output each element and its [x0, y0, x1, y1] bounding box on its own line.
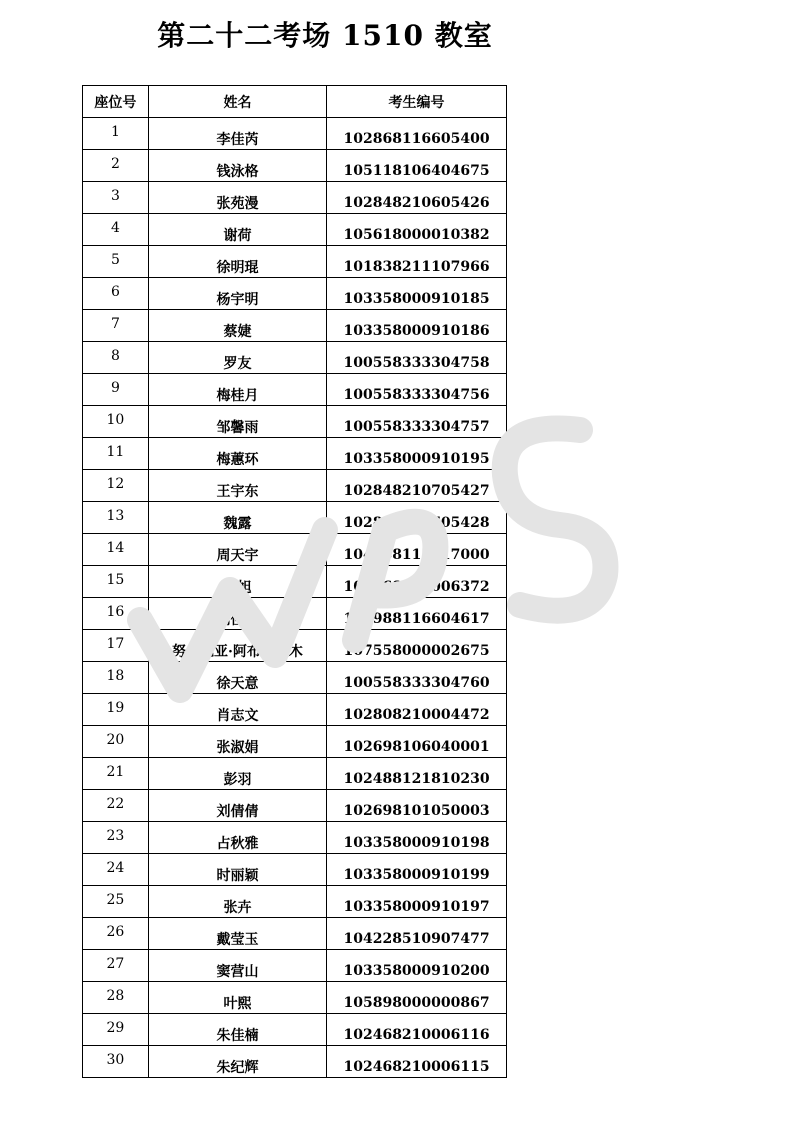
- student-name-cell: [148, 726, 326, 758]
- seat-number-cell: [83, 182, 149, 214]
- seat-number-cell: [83, 630, 149, 662]
- seat-number-cell: [83, 406, 149, 438]
- seat-number-cell: [83, 950, 149, 982]
- seat-number-cell: [83, 694, 149, 726]
- student-name: 李佳芮: [216, 131, 259, 148]
- exam-id: 107558000002675: [343, 642, 490, 659]
- seat-number: 1: [110, 124, 120, 140]
- exam-id: 103358000910195: [343, 450, 490, 467]
- student-name: 周天宇: [216, 547, 259, 564]
- exam-id-cell: [327, 310, 507, 342]
- table-row: [83, 406, 507, 438]
- student-name: 张淑娟: [216, 739, 259, 756]
- table-row: [83, 118, 507, 150]
- seat-number-cell: [83, 982, 149, 1014]
- student-name: 罗友: [223, 355, 252, 372]
- student-name: 肖志文: [216, 707, 259, 724]
- seat-number-cell: [83, 886, 149, 918]
- student-name-cell: [148, 1046, 326, 1078]
- exam-id: 106988116604617: [343, 610, 490, 627]
- student-name-cell: [148, 438, 326, 470]
- table-row: [83, 790, 507, 822]
- exam-id-cell: [327, 214, 507, 246]
- exam-id-cell: [327, 246, 507, 278]
- table-row: [83, 534, 507, 566]
- student-name: 刘倩倩: [216, 803, 259, 820]
- student-name: 占秋雅: [216, 835, 259, 852]
- student-name-cell: [148, 374, 326, 406]
- exam-id: 100558333304760: [343, 674, 490, 691]
- student-name: 邹馨雨: [216, 419, 259, 436]
- student-name: 蔡婕: [223, 323, 252, 340]
- table-row: [83, 982, 507, 1014]
- table-row: [83, 1046, 507, 1078]
- student-name: 时丽颖: [216, 867, 259, 884]
- student-name: 张苑漫: [216, 195, 259, 212]
- seat-number-cell: [83, 1046, 149, 1078]
- table-header-row: [83, 86, 507, 118]
- exam-id: 104228510907477: [343, 930, 490, 947]
- seat-number: 12: [106, 476, 125, 492]
- student-name-cell: [148, 886, 326, 918]
- exam-id: 103358000910199: [343, 866, 490, 883]
- table-row: [83, 150, 507, 182]
- exam-id: 102848210605426: [343, 194, 490, 211]
- student-name-cell: [148, 118, 326, 150]
- table-row: [83, 246, 507, 278]
- seat-number: 23: [106, 828, 125, 844]
- student-name: 伦旭: [223, 579, 252, 596]
- table-row: [83, 662, 507, 694]
- student-name-cell: [148, 790, 326, 822]
- seat-number-cell: [83, 758, 149, 790]
- exam-id: 103358000910197: [343, 898, 490, 915]
- seat-number-cell: [83, 598, 149, 630]
- exam-id: 103358000910186: [343, 322, 490, 339]
- seat-number: 16: [106, 604, 125, 620]
- student-name-cell: [148, 214, 326, 246]
- table-row: [83, 182, 507, 214]
- student-name-cell: [148, 1014, 326, 1046]
- student-name-cell: [148, 278, 326, 310]
- table-row: [83, 886, 507, 918]
- seat-number-cell: [83, 374, 149, 406]
- exam-id-cell: [327, 790, 507, 822]
- table-row: [83, 470, 507, 502]
- exam-id-cell: [327, 1046, 507, 1078]
- table-row: [83, 214, 507, 246]
- seat-number-cell: [83, 1014, 149, 1046]
- exam-id: 105898000000867: [343, 994, 490, 1011]
- header-seat: 座位号: [83, 86, 149, 118]
- student-name-cell: [148, 918, 326, 950]
- exam-id-cell: [327, 342, 507, 374]
- exam-id-cell: [327, 150, 507, 182]
- student-name-cell: [148, 662, 326, 694]
- seat-number: 20: [106, 732, 125, 748]
- table-row: [83, 1014, 507, 1046]
- exam-id: 102488121810230: [343, 770, 490, 787]
- student-name: 戴莹玉: [216, 931, 259, 948]
- student-name: 杨宇明: [216, 291, 259, 308]
- table-row: [83, 310, 507, 342]
- exam-id: 103358000910200: [343, 962, 490, 979]
- seat-number-cell: [83, 310, 149, 342]
- table-row: [83, 694, 507, 726]
- exam-id-cell: [327, 406, 507, 438]
- student-name-cell: [148, 406, 326, 438]
- exam-id-cell: [327, 438, 507, 470]
- exam-id-cell: [327, 470, 507, 502]
- student-name-cell: [148, 534, 326, 566]
- exam-id-cell: [327, 982, 507, 1014]
- exam-id: 100558333304757: [343, 418, 490, 435]
- student-name-cell: [148, 470, 326, 502]
- seat-number: 3: [110, 188, 120, 204]
- exam-id: 100558333304756: [343, 386, 490, 403]
- student-name: 朱佳楠: [216, 1027, 259, 1044]
- table-row: [83, 822, 507, 854]
- student-name-cell: [148, 694, 326, 726]
- exam-id: 102868116605400: [343, 130, 490, 147]
- student-name: 魏露: [223, 515, 252, 532]
- seat-number-cell: [83, 438, 149, 470]
- seat-number: 6: [110, 284, 120, 300]
- seat-number-cell: [83, 854, 149, 886]
- seat-number: 2: [110, 156, 120, 172]
- seat-number-cell: [83, 342, 149, 374]
- seat-number: 28: [106, 988, 125, 1004]
- seat-number: 24: [106, 860, 125, 876]
- student-name: 刘佳敏: [216, 611, 259, 628]
- exam-id: 101838211107966: [343, 258, 490, 275]
- exam-id: 102468210006116: [343, 1026, 490, 1043]
- table-row: [83, 630, 507, 662]
- seat-number-cell: [83, 822, 149, 854]
- exam-id-cell: [327, 630, 507, 662]
- seat-number: 29: [106, 1020, 125, 1036]
- seat-number-cell: [83, 246, 149, 278]
- seat-number-cell: [83, 918, 149, 950]
- seat-number: 21: [106, 764, 125, 780]
- student-name: 梅蕙环: [216, 451, 259, 468]
- seat-number-cell: [83, 790, 149, 822]
- seat-number: 10: [106, 412, 125, 428]
- exam-id-cell: [327, 886, 507, 918]
- student-name-cell: [148, 342, 326, 374]
- student-name-cell: [148, 502, 326, 534]
- exam-id: 102848210705427: [343, 482, 490, 499]
- exam-id: 105618000010382: [343, 226, 490, 243]
- seat-number: 26: [106, 924, 125, 940]
- table-row: [83, 854, 507, 886]
- exam-id: 102848210705428: [343, 514, 490, 531]
- seat-table: [82, 85, 507, 1078]
- table-row: [83, 566, 507, 598]
- exam-id-cell: [327, 822, 507, 854]
- seat-number: 13: [106, 508, 125, 524]
- exam-id: 104868117017000: [343, 546, 490, 563]
- student-name: 徐天意: [216, 675, 259, 692]
- exam-id: 102808210004472: [343, 706, 490, 723]
- seat-number: 14: [106, 540, 125, 556]
- student-name-cell: [148, 950, 326, 982]
- seat-number-cell: [83, 726, 149, 758]
- student-name-cell: [148, 246, 326, 278]
- seat-number: 5: [110, 252, 120, 268]
- seat-number: 25: [106, 892, 125, 908]
- exam-id: 103358000910198: [343, 834, 490, 851]
- table-row: [83, 758, 507, 790]
- student-name: 张卉: [223, 899, 252, 916]
- seat-number-cell: [83, 278, 149, 310]
- seat-number-cell: [83, 214, 149, 246]
- exam-id: 103358000910185: [343, 290, 490, 307]
- exam-id-cell: [327, 694, 507, 726]
- table-row: [83, 438, 507, 470]
- seat-number: 22: [106, 796, 125, 812]
- table-row: [83, 918, 507, 950]
- seat-number: 27: [106, 956, 125, 972]
- exam-id-cell: [327, 118, 507, 150]
- exam-id-cell: [327, 918, 507, 950]
- seat-number-cell: [83, 534, 149, 566]
- student-name: 窦营山: [216, 963, 259, 980]
- exam-id-cell: [327, 534, 507, 566]
- student-name: 彭羽: [223, 771, 252, 788]
- exam-id-cell: [327, 502, 507, 534]
- table-row: [83, 598, 507, 630]
- exam-id: 102468210006115: [343, 1058, 490, 1075]
- exam-id: 100558333304758: [343, 354, 490, 371]
- student-name-cell: [148, 822, 326, 854]
- exam-id-cell: [327, 758, 507, 790]
- table-row: [83, 950, 507, 982]
- exam-id: 102698106040001: [343, 738, 490, 755]
- seat-number-cell: [83, 502, 149, 534]
- table-row: [83, 726, 507, 758]
- student-name: 叶熙: [223, 995, 252, 1012]
- student-name-cell: [148, 758, 326, 790]
- student-name-cell: [148, 182, 326, 214]
- student-name: 朱纪辉: [216, 1059, 259, 1076]
- student-name: 钱泳格: [216, 163, 259, 180]
- header-exam-id: 考生编号: [327, 86, 507, 118]
- exam-id-cell: [327, 1014, 507, 1046]
- seat-number-cell: [83, 566, 149, 598]
- header-name: 姓名: [148, 86, 326, 118]
- exam-id: 102698101050003: [343, 802, 490, 819]
- seat-number: 17: [106, 636, 125, 652]
- table-row: [83, 502, 507, 534]
- student-name: 谢荷: [223, 227, 252, 244]
- exam-id-cell: [327, 662, 507, 694]
- seat-number-cell: [83, 470, 149, 502]
- exam-id-cell: [327, 598, 507, 630]
- exam-id: 105118106404675: [343, 162, 490, 179]
- student-name-cell: [148, 854, 326, 886]
- student-name: 徐明琨: [216, 259, 259, 276]
- exam-id: 102468210006372: [343, 578, 490, 595]
- student-name: 梅桂月: [216, 387, 259, 404]
- seat-number-cell: [83, 118, 149, 150]
- student-name-cell: [148, 982, 326, 1014]
- exam-id-cell: [327, 726, 507, 758]
- exam-id-cell: [327, 182, 507, 214]
- table-row: [83, 342, 507, 374]
- student-name: 努尔比亚·阿布力克木: [172, 643, 303, 660]
- seat-number: 15: [106, 572, 125, 588]
- student-name-cell: [148, 310, 326, 342]
- seat-number: 7: [110, 316, 120, 332]
- exam-id-cell: [327, 278, 507, 310]
- student-name-cell: [148, 150, 326, 182]
- table-row: [83, 374, 507, 406]
- student-name-cell: [148, 630, 326, 662]
- exam-id-cell: [327, 566, 507, 598]
- exam-id-cell: [327, 950, 507, 982]
- seat-number: 9: [110, 380, 120, 396]
- seat-number: 8: [110, 348, 120, 364]
- seat-number-cell: [83, 150, 149, 182]
- exam-id-cell: [327, 854, 507, 886]
- seat-number: 11: [106, 444, 125, 460]
- page-title: 第二十二考场 1510 教室: [157, 19, 493, 52]
- student-name-cell: [148, 598, 326, 630]
- table-row: [83, 278, 507, 310]
- student-name-cell: [148, 566, 326, 598]
- student-name: 王宇东: [216, 483, 259, 500]
- seat-number: 30: [106, 1052, 125, 1068]
- seat-number: 19: [106, 700, 125, 716]
- seat-number: 18: [106, 668, 125, 684]
- seat-number: 4: [110, 220, 120, 236]
- seat-number-cell: [83, 662, 149, 694]
- exam-id-cell: [327, 374, 507, 406]
